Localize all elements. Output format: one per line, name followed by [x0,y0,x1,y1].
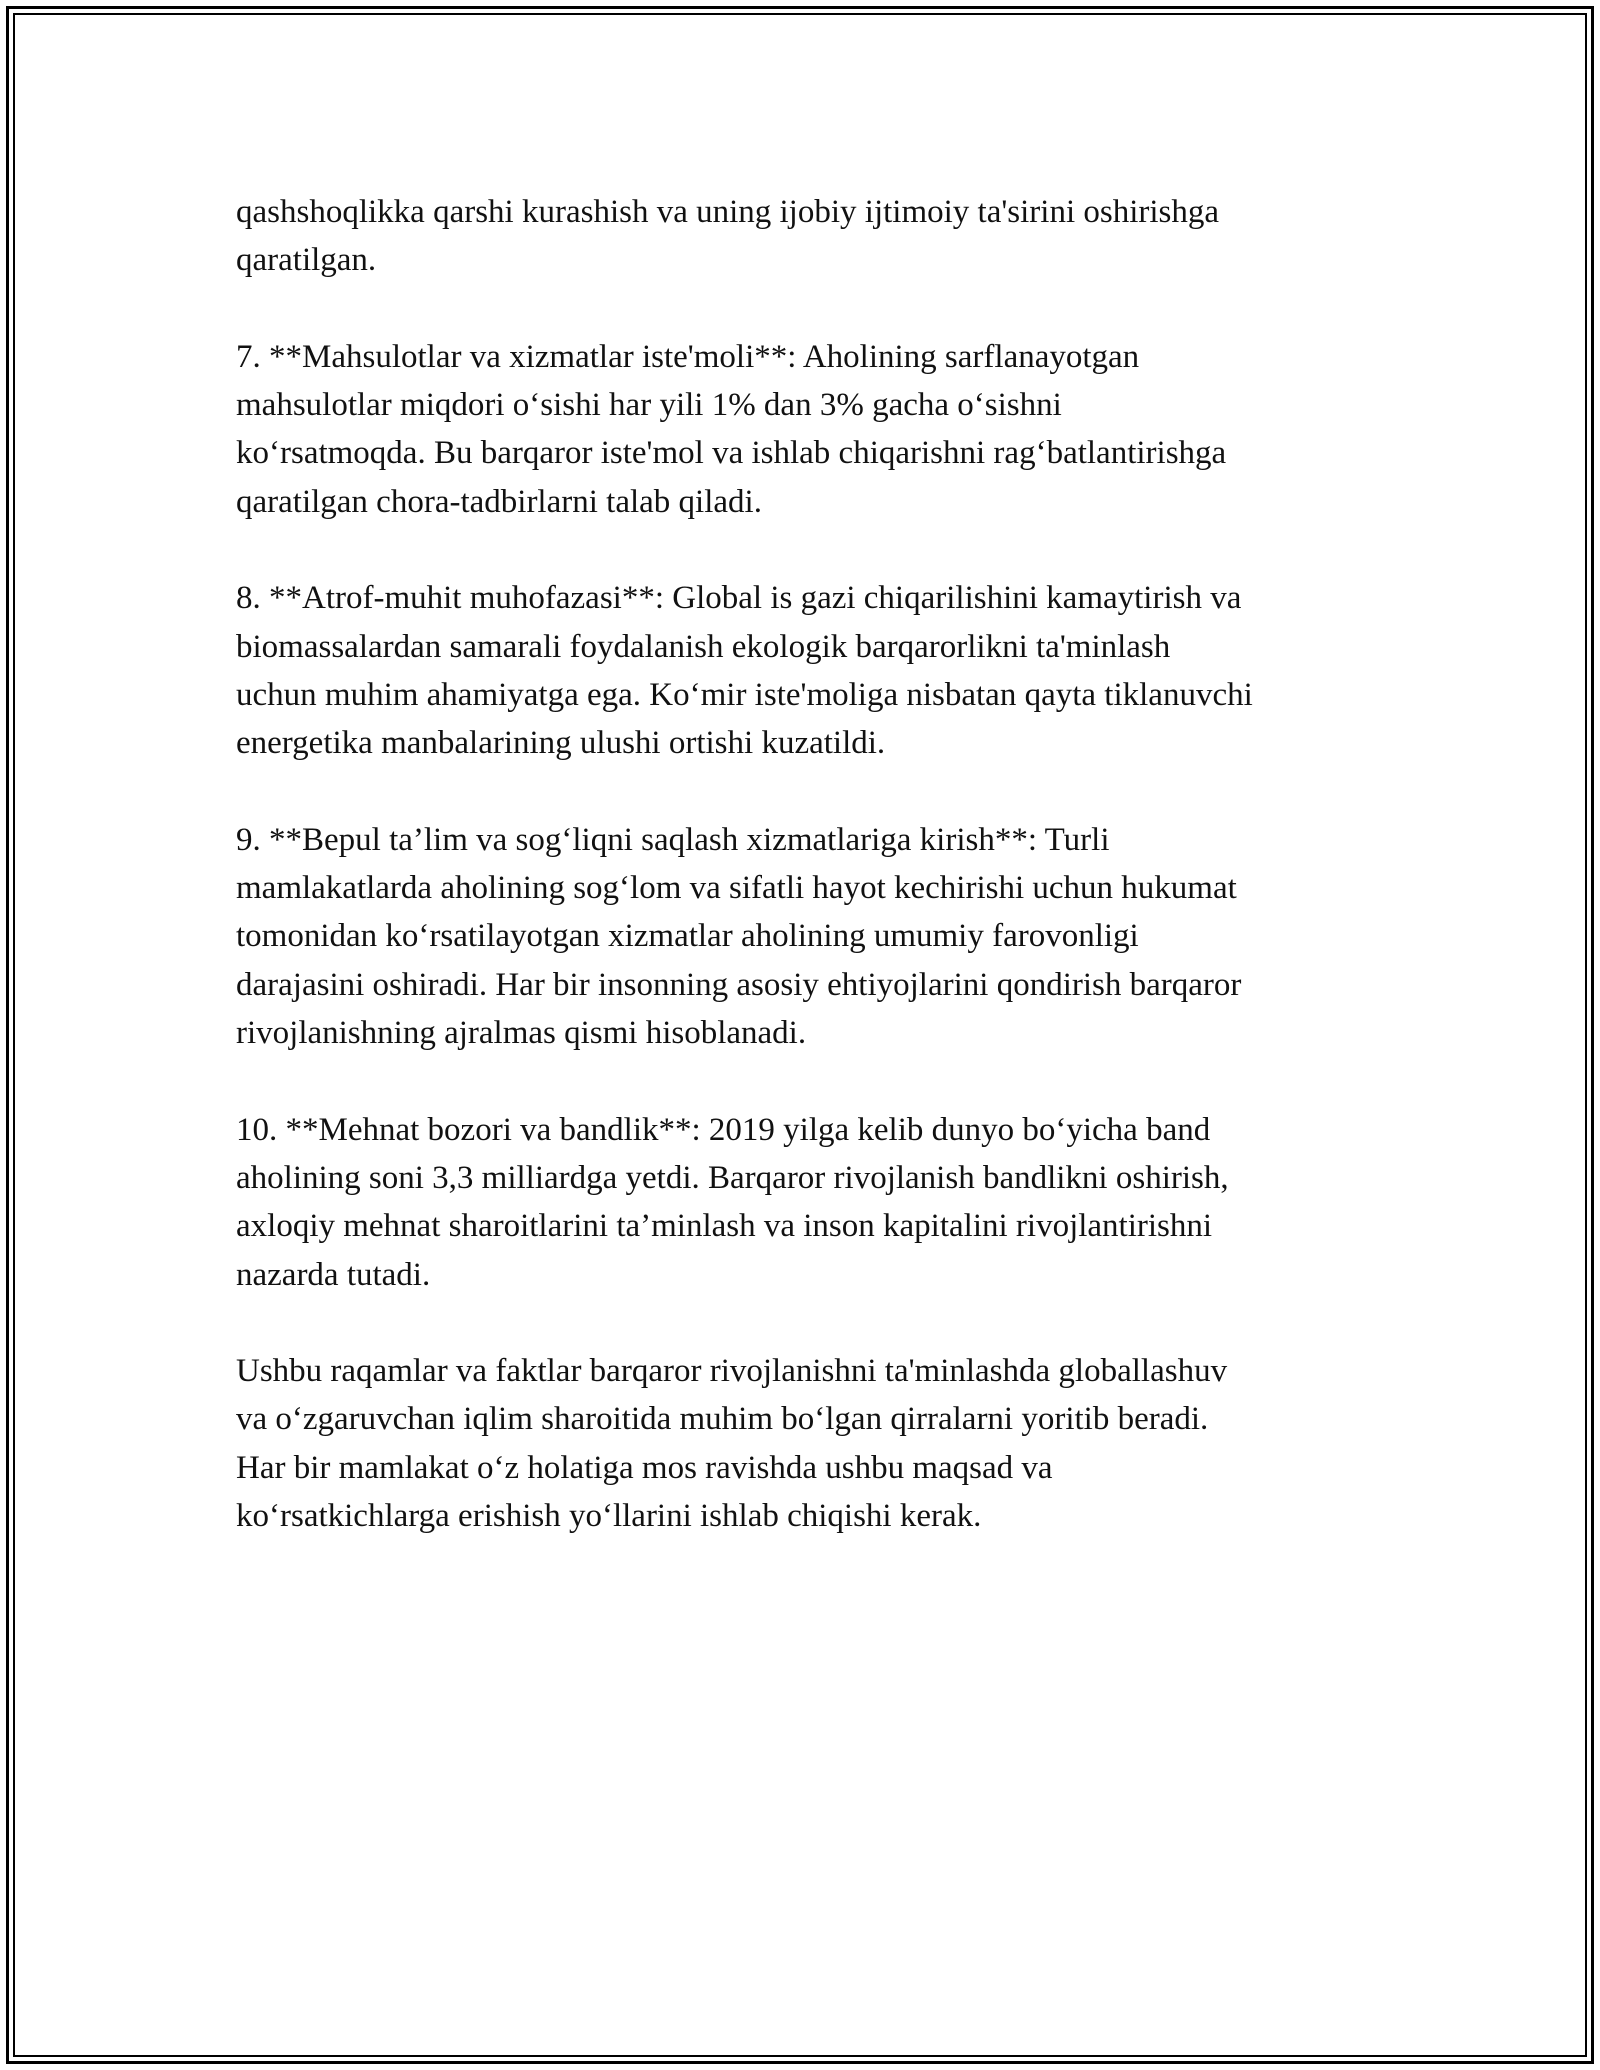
text-line: biomassalardan samarali foydalanish ekologik barqarorlikni ta'minlash [236,628,1171,665]
text-line: ko‘rsatkichlarga erishish yo‘llarini ishlab chiqishi kerak. [236,1498,982,1535]
text-line: tomonidan ko‘rsatilayotgan xizmatlar aholining umumiy farovonligi [236,918,1139,955]
paragraph-conclusion [236,1347,1376,1540]
text-line: mamlakatlarda aholining sog‘lom va sifatli hayot kechirishi uchun hukumat [236,870,1237,907]
text-line: uchun muhim ahamiyatga ega. Ko‘mir iste'moliga nisbatan qayta tiklanuvchi [236,676,1253,713]
text-line: darajasini oshiradi. Har bir insonning asosiy ehtiyojlarini qondirish barqaror [236,966,1242,1003]
text-line: nazarda tutadi. [236,1256,431,1293]
text-line: Ushbu raqamlar va faktlar barqaror rivojlanishni ta'minlashda globallashuv [236,1353,1228,1390]
paragraph-item-9 [236,816,1376,1057]
paragraph-item-8 [236,574,1376,767]
document-body [236,188,1376,1589]
text-line: mahsulotlar miqdori o‘sishi har yili 1% dan 3% gacha o‘sishni [236,387,1062,424]
paragraph-item-10 [236,1106,1376,1299]
text-line: aholining soni 3,3 milliardga yetdi. Barqaror rivojlanish bandlikni oshirish, [236,1159,1229,1196]
text-line: qaratilgan chora-tadbirlarni talab qiladi. [236,483,762,520]
text-line: 7. **Mahsulotlar va xizmatlar iste'moli**: Aholining sarflanayotgan [236,338,1140,375]
text-line: 8. **Atrof-muhit muhofazasi**: Global is gazi chiqarilishini kamaytirish va [236,580,1242,617]
text-line: qashshoqlikka qarshi kurashish va uning ijobiy ijtimoiy ta'sirini oshirishga [236,194,1220,230]
text-line: Har bir mamlakat o‘z holatiga mos ravishda ushbu maqsad va [236,1449,1053,1486]
text-line: va o‘zgaruvchan iqlim sharoitida muhim bo‘lgan qirralarni yoritib beradi. [236,1401,1209,1438]
text-line: energetika manbalarining ulushi ortishi kuzatildi. [236,725,886,762]
text-line: 10. **Mehnat bozori va bandlik**: 2019 yilga kelib dunyo bo‘yicha band [236,1111,1211,1148]
text-line: rivojlanishning ajralmas qismi hisoblanadi. [236,1015,807,1052]
text-line: qaratilgan. [236,242,377,279]
text-line: axloqiy mehnat sharoitlarini ta’minlash va inson kapitalini rivojlantirishni [236,1208,1213,1245]
paragraph-item-7 [236,333,1376,526]
text-line: ko‘rsatmoqda. Bu barqaror iste'mol va ishlab chiqarishni rag‘batlantirishga [236,435,1227,472]
paragraph-intro-continuation [236,188,1376,285]
text-line: 9. **Bepul ta’lim va sog‘liqni saqlash xizmatlariga kirish**: Turli [236,821,1110,858]
